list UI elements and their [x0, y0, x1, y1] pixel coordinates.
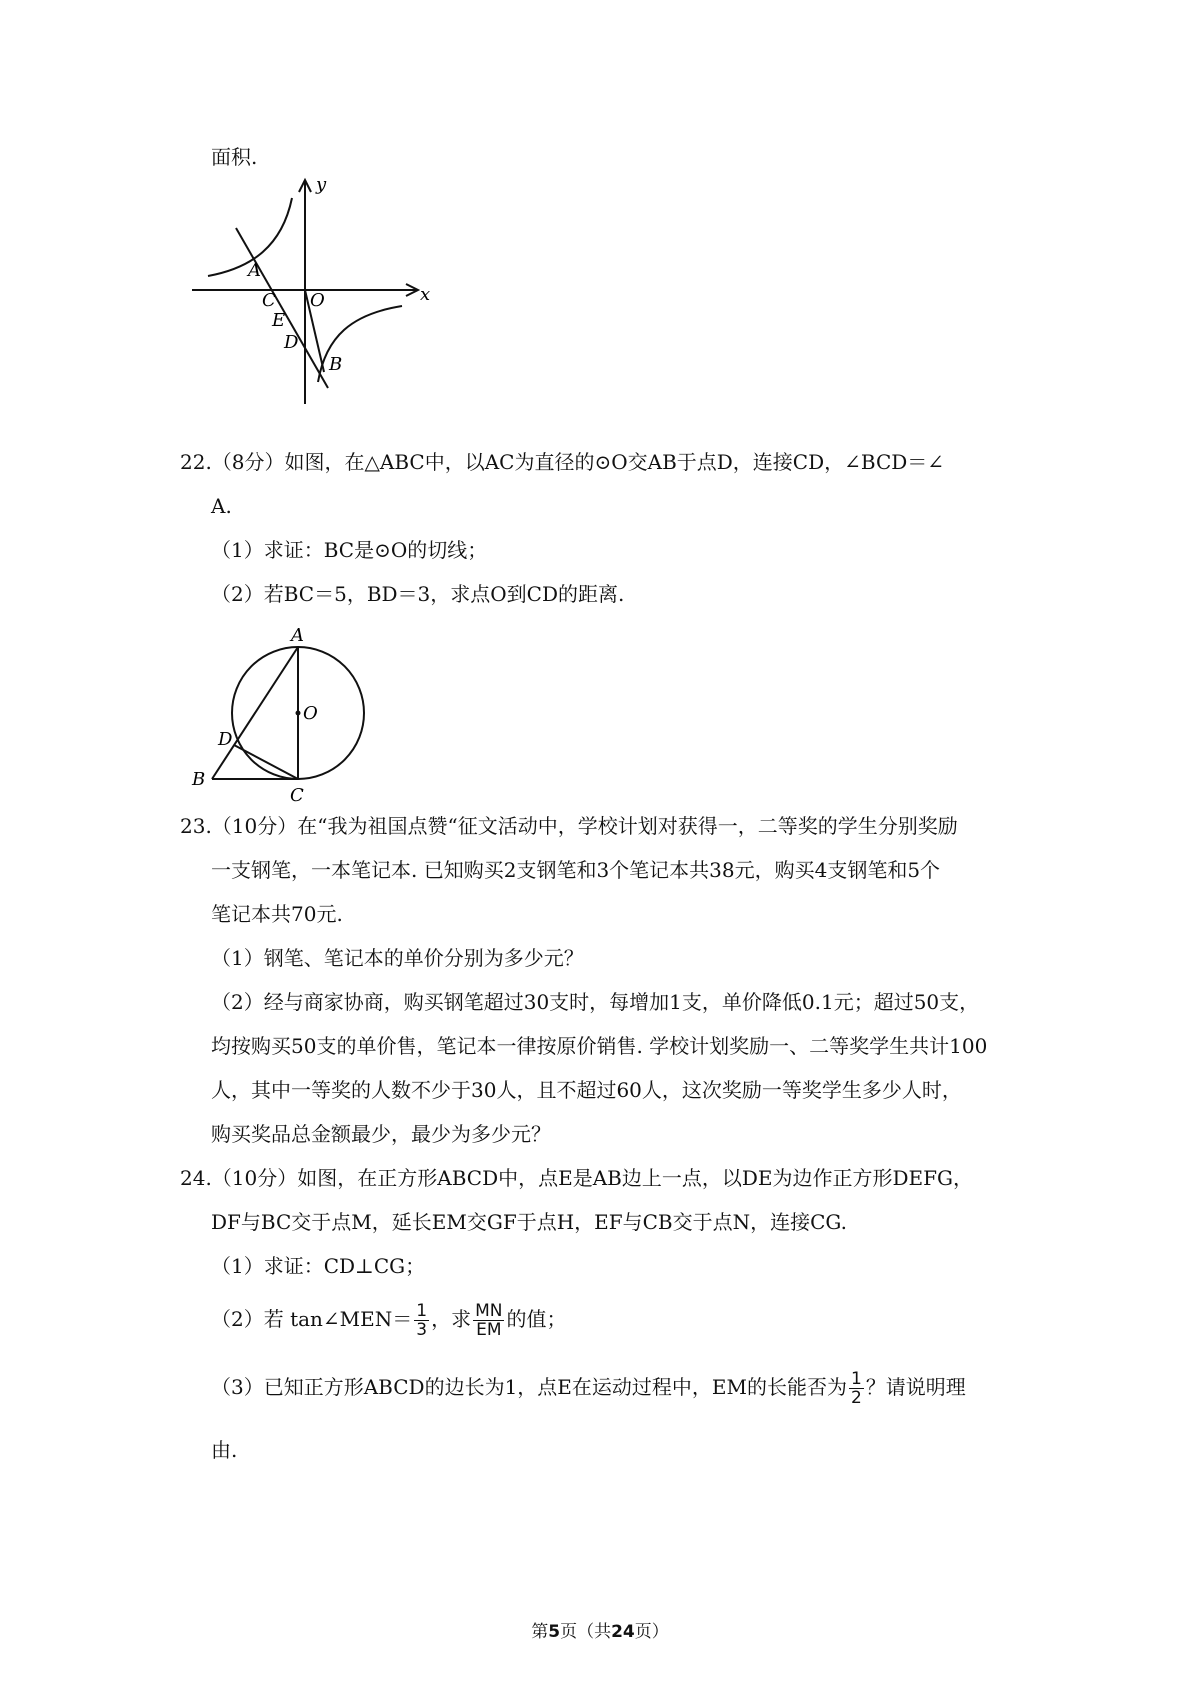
q24-part2-text-a: （2）若 tan∠MEN＝ — [211, 1307, 413, 1331]
q24-part3 — [211, 1370, 966, 1407]
q23-part2-line4: 购买奖品总金额最少，最少为多少元？ — [211, 1122, 551, 1146]
fraction-one-third — [414, 1302, 429, 1339]
q24-stem-line1: 24.（10分）如图，在正方形ABCD中，点E是AB边上一点，以DE为边作正方形DEFG， — [180, 1166, 973, 1190]
segment-cd — [234, 745, 298, 779]
q24-part1: （1）求证：CD⊥CG； — [211, 1254, 426, 1278]
fraction-one-half — [849, 1370, 864, 1407]
footer-total-pages: 24 — [611, 1622, 635, 1642]
q23-stem-line3: 笔记本共70元. — [211, 902, 343, 926]
footer-prefix: 第 — [531, 1622, 549, 1642]
fraction-denominator: 3 — [416, 1320, 428, 1340]
continued-text: 面积. — [211, 145, 258, 169]
figure-hyperbola — [192, 176, 432, 412]
label-D: D — [218, 729, 233, 750]
fraction-numerator: 1 — [850, 1369, 862, 1389]
q22-stem-line1: 22.（8分）如图，在△ABC中，以AC为直径的⊙O交AB于点D，连接CD，∠BCD＝∠ — [180, 450, 945, 474]
label-B: B — [329, 354, 343, 375]
label-O: O — [310, 290, 325, 311]
label-A: A — [248, 260, 261, 281]
footer-page-number: 5 — [548, 1622, 561, 1642]
label-A: A — [291, 625, 304, 646]
q24-stem-line2: DF与BC交于点M，延长EM交GF于点H，EF与CB交于点N，连接CG. — [211, 1210, 848, 1234]
center-dot — [296, 711, 301, 716]
q23-stem-line2: 一支钢笔，一本笔记本. 已知购买2支钢笔和3个笔记本共38元，购买4支钢笔和5个 — [211, 858, 941, 882]
q23-part2-line3: 人，其中一等奖的人数不少于30人，且不超过60人，这次奖励一等奖学生多少人时， — [211, 1078, 962, 1102]
page-footer — [0, 1617, 1200, 1642]
label-C: C — [290, 785, 304, 806]
q24-part3-line2: 由. — [211, 1438, 238, 1462]
q24-part3-text-a: （3）已知正方形ABCD的边长为1，点E在运动过程中，EM的长能否为 — [211, 1375, 847, 1399]
label-x: x — [420, 284, 431, 305]
q24-part3-text-b: ？请说明理 — [865, 1375, 966, 1399]
fraction-denominator: 2 — [850, 1388, 862, 1408]
label-y: y — [316, 176, 327, 195]
label-O: O — [303, 703, 318, 724]
q22-stem-line2: A. — [211, 494, 232, 518]
q23-part2-line2: 均按购买50支的单价售，笔记本一律按原价销售. 学校计划奖励一、二等奖学生共计100 — [211, 1034, 988, 1058]
fraction-mn-em — [473, 1302, 504, 1339]
footer-middle: 页（共 — [560, 1622, 612, 1642]
figure-circle — [190, 625, 390, 814]
label-B: B — [192, 769, 206, 790]
q24-part2-text-b: ，求 — [431, 1307, 472, 1331]
fraction-numerator: 1 — [416, 1301, 428, 1321]
fraction-numerator: MN — [475, 1301, 503, 1321]
q23-part2-line1: （2）经与商家协商，购买钢笔超过30支时，每增加1支，单价降低0.1元；超过50支， — [211, 990, 980, 1014]
q23-part1: （1）钢笔、笔记本的单价分别为多少元？ — [211, 946, 584, 970]
footer-suffix: 页） — [634, 1622, 669, 1642]
label-E: E — [272, 310, 286, 331]
label-C: C — [262, 290, 276, 311]
q22-part2: （2）若BC＝5，BD＝3，求点O到CD的距离. — [211, 582, 625, 606]
q23-stem-line1: 23.（10分）在“我为祖国点赞“征文活动中，学校计划对获得一，二等奖的学生分别奖励 — [180, 814, 958, 838]
segment-ab — [212, 647, 298, 779]
q24-part2-text-c: 的值； — [506, 1307, 567, 1331]
label-D: D — [284, 332, 299, 353]
q24-part2 — [211, 1302, 566, 1339]
fraction-denominator: EM — [476, 1320, 502, 1340]
q22-part1: （1）求证：BC是⊙O的切线； — [211, 538, 488, 562]
